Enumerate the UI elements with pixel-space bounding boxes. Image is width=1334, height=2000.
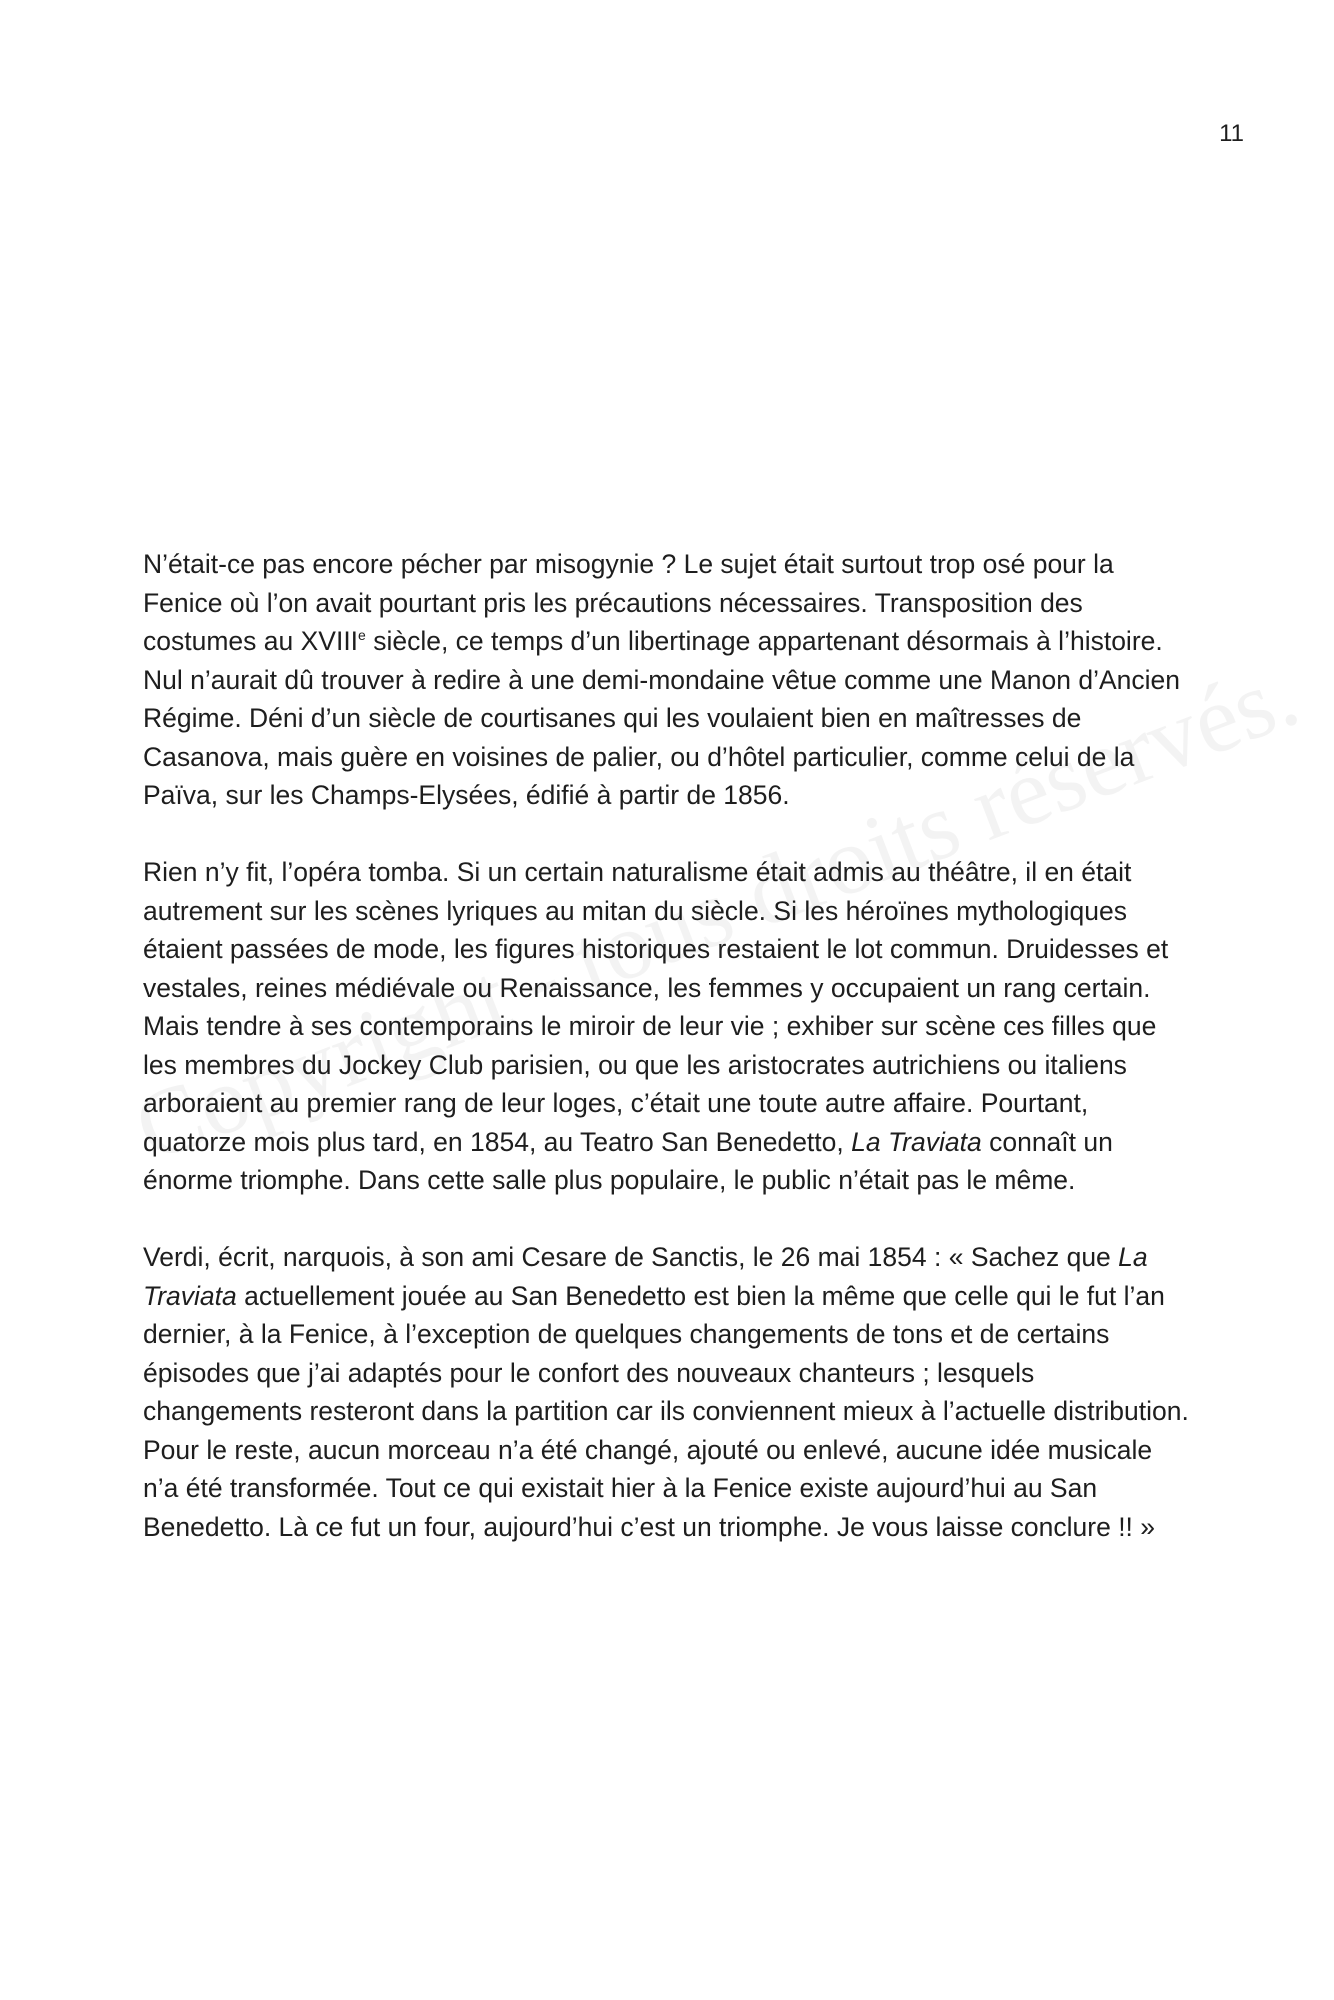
page-number: 11 bbox=[1219, 120, 1244, 147]
work-title: La Traviata bbox=[851, 1126, 982, 1157]
paragraph-2: Rien n’y fit, l’opéra tomba. Si un certain naturalisme était admis au théâtre, il en était autrement sur les scènes lyriques au mitan du siècle. Si les héroïnes mythologiques étaient passées de mode, les figures historiques restaient le lot commun. Druidesses et vestales, reines médiévale ou Renaissance, les femmes y occupaient un rang certain. Mais tendre à ses contemporains le miroir de leur vie ; exhiber sur scène ces filles que les membres du Jockey Club parisien, ou que les aristocrates autrichiens ou italiens arboraient au premier rang de leur loges, c’était une toute autre affaire. Pourtant, quatorze mois plus tard, en 1854, au Teatro San Benedetto, La Traviata connaît un énorme triomphe. Dans cette salle plus populaire, le public n’était pas le même. bbox=[143, 857, 1169, 1195]
paragraph-3: Verdi, écrit, narquois, à son ami Cesare de Sanctis, le 26 mai 1854 : « Sachez que La Traviata actuellement jouée au San Benedetto est bien la même que celle qui le fut l’an dernier, à la Fenice, à l’exception de quelques changements de tons et de certains épisodes que j’ai adaptés pour le confort des nouveaux chanteurs ; lesquels changements resteront dans la partition car ils conviennent mieux à l’actuelle distribution. Pour le reste, aucun morceau n’a été changé, ajouté ou enlevé, aucune idée musicale n’a été transformée. Tout ce qui existait hier à la Fenice existe aujourd’hui au San Benedetto. Là ce fut un four, aujourd’hui c’est un triomphe. Je vous laisse conclure !! » bbox=[143, 1242, 1189, 1542]
paragraph-1: N’était-ce pas encore pécher par misogynie ? Le sujet était surtout trop osé pour la Fenice où l’on avait pourtant pris les précautions nécessaires. Transposition des costumes au XVIIIe siècle, ce temps d’un libertinage appartenant désormais à l’histoire. Nul n’aurait dû trouver à redire à une demi-mondaine vêtue comme une Manon d’Ancien Régime. Déni d’un siècle de courtisanes qui les voulaient bien en maîtresses de Casanova, mais guère en voisines de palier, ou d’hôtel particulier, comme celui de la Païva, sur les Champs-Elysées, édifié à partir de 1856. bbox=[143, 549, 1181, 810]
work-title: La Traviata bbox=[143, 1242, 1148, 1311]
body-text bbox=[143, 545, 1193, 1546]
